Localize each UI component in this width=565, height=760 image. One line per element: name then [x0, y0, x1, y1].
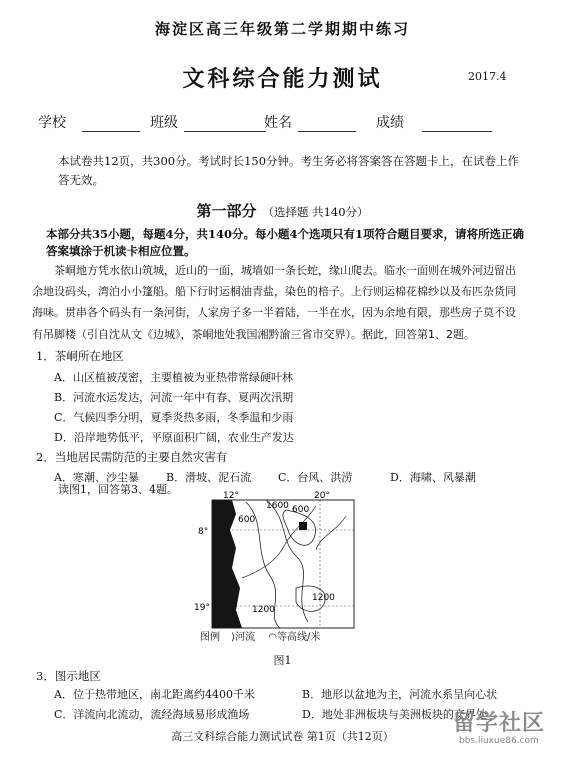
- exam-header: 海淀区高三年级第二学期期中练习: [154, 20, 410, 38]
- watermark-text: 留学社区: [453, 711, 546, 736]
- question-3-option-b: B．地形以盆地为主，河流水系呈向心状: [302, 688, 498, 701]
- lon-label: 20°: [314, 491, 330, 501]
- part-heading: [0, 200, 565, 221]
- question-3-option-c: C．洋流向北流动，流经海域易形成渔场: [54, 708, 250, 721]
- class-field: [150, 112, 266, 132]
- contour-label: 600: [238, 515, 256, 525]
- contour-label: 1200: [252, 605, 275, 615]
- reading-passage: 茶峒地方凭水依山筑城，近山的一面，城墙如一条长蛇，缘山爬去。临水一面则在城外河边留出余地设码头，湾泊小小篷船。船下行时运桐油青盐，染色的棓子。上行则运棉花棉纱以及布匹杂货同海味。贯串各个码头有一条河街，人家房子多一半着陆，一半在水，因为余地有限，那些房子莫不设有吊脚楼（引自沈从文《边城》，茶峒地处我国湘黔渝三省市交界）。据此，回答第1、2题。: [32, 264, 516, 341]
- question-2-option-d: D．海啸、风暴潮: [390, 471, 476, 484]
- name-blank: [298, 117, 356, 132]
- question-3-option-d: D．地处非洲板块与美洲板块的交界处: [302, 708, 487, 721]
- contour-legend-icon: ◠: [268, 632, 278, 643]
- contour-label: 1200: [312, 593, 335, 603]
- question-1-option-a: A．山区植被茂密，主要植被为亚热带常绿硬叶林: [54, 371, 293, 384]
- question-3-stem: 3．图示地区: [36, 669, 101, 683]
- lat-label: 8°: [198, 527, 209, 537]
- legend-contour: 等高线/米: [277, 632, 321, 643]
- school-field: [38, 112, 140, 132]
- question-3-option-a: A．位于热带地区，南北距离约4400千米: [54, 688, 255, 701]
- legend-river: 河流: [235, 632, 256, 643]
- page-footer: 高三文科综合能力测试试卷 第1页（共12页）: [171, 730, 394, 743]
- question-1-stem: 1．茶峒所在地区: [36, 349, 124, 363]
- location-marker: [299, 522, 307, 530]
- part-title: 第一部分: [196, 202, 257, 220]
- score-label: 成绩: [376, 115, 404, 131]
- legend-title: 图例: [200, 632, 220, 643]
- contour-label: 1600: [266, 501, 289, 511]
- question-1-option-c: C．气候四季分明，夏季炎热多雨，冬季温和少雨: [54, 411, 294, 424]
- exam-intro: 本试卷共12页，共300分。考试时长150分钟。考生务必将答案答在答题卡上，在试卷上作答无效。: [58, 154, 520, 187]
- class-label: 班级: [150, 115, 178, 131]
- map-legend: [200, 628, 320, 643]
- watermark: [445, 706, 557, 754]
- name-field: [264, 112, 356, 132]
- question-2-option-a: A．寒潮、沙尘暴: [54, 471, 139, 484]
- exam-title: 文科综合能力测试: [182, 66, 383, 92]
- lon-label: 12°: [223, 491, 239, 501]
- river-legend-icon: ⟩: [231, 632, 236, 643]
- question-1-option-b: B．河流水运发达，河流一年中有春、夏两次汛期: [54, 391, 294, 404]
- school-label: 学校: [38, 115, 66, 131]
- part-subtitle: （选择题 共140分）: [262, 205, 369, 219]
- river-line: [316, 516, 346, 550]
- student-info-fields: [38, 112, 538, 132]
- lat-label: 19°: [194, 603, 210, 613]
- score-blank: [422, 117, 492, 132]
- score-field: [376, 112, 492, 132]
- question-2-option-b: B．滑坡、泥石流: [166, 471, 252, 484]
- map-caption: 图1: [273, 654, 292, 667]
- class-blank: [184, 117, 266, 132]
- question-1-option-d: D．沿岸地势低平，平原面积广阔，农业生产发达: [54, 431, 294, 444]
- exam-date: 2017.4: [468, 70, 507, 83]
- question-2-stem: 2．当地居民需防范的主要自然灾害有: [36, 450, 228, 464]
- part-instruction: 本部分共35小题，每题4分，共140分。每小题4个选项只有1项符合题目要求，请将所选正确答案填涂于机读卡相应位置。: [46, 227, 525, 258]
- read-map-instruction: 读图1，回答第3、4题。: [58, 483, 178, 496]
- map-figure: [196, 492, 372, 638]
- contour-label: 600: [292, 505, 310, 515]
- name-label: 姓名: [264, 115, 292, 131]
- watermark-url: bbs.liuxue86.com: [459, 736, 539, 746]
- school-blank: [82, 117, 140, 132]
- question-2-option-c: C．台风、洪涝: [278, 471, 353, 484]
